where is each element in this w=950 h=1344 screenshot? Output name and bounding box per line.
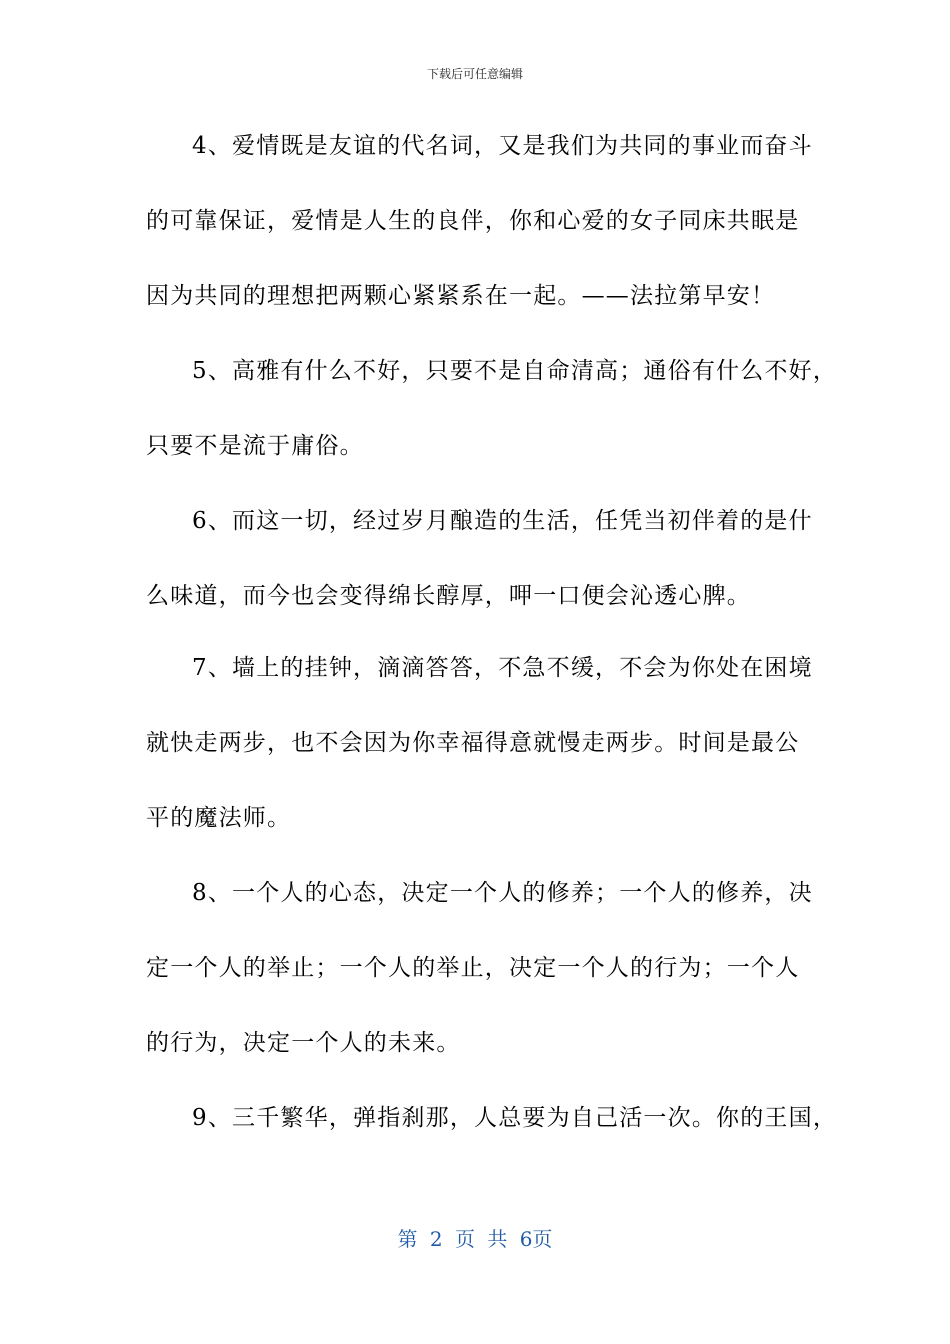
paragraph-7-line-2: 就快走两步，也不会因为你幸福得意就慢走两步。时间是最公 — [146, 730, 800, 756]
paragraph-8-line-2: 定一个人的举止；一个人的举止，决定一个人的行为；一个人 — [146, 955, 800, 981]
paragraph-9-line-1: 9、三千繁华，弹指刹那，人总要为自己活一次。你的王国， — [192, 1105, 838, 1131]
paragraph-4-line-1: 4、爱情既是友谊的代名词，又是我们为共同的事业而奋斗 — [192, 133, 813, 159]
paragraph-8-line-1: 8、一个人的心态，决定一个人的修养；一个人的修养，决 — [192, 880, 813, 906]
paragraph-8-line-3: 的行为，决定一个人的未来。 — [146, 1030, 461, 1056]
page-number: 第 2 页 共 6页 — [397, 1227, 553, 1251]
paragraph-4-line-2: 的可靠保证，爱情是人生的良伴，你和心爱的女子同床共眠是 — [146, 208, 800, 234]
paragraph-7-line-1: 7、墙上的挂钟，滴滴答答，不急不缓，不会为你处在困境 — [192, 655, 813, 681]
paragraph-6-line-1: 6、而这一切，经过岁月酿造的生活，任凭当初伴着的是什 — [192, 508, 813, 534]
header-note: 下载后可任意编辑 — [426, 67, 523, 81]
paragraph-5-line-1: 5、高雅有什么不好，只要不是自命清高；通俗有什么不好， — [192, 358, 838, 384]
paragraph-4-line-3: 因为共同的理想把两颗心紧紧系在一起。——法拉第早安！ — [146, 283, 776, 309]
paragraph-6-line-2: 么味道，而今也会变得绵长醇厚，呷一口便会沁透心脾。 — [146, 583, 751, 609]
paragraph-5-line-2: 只要不是流于庸俗。 — [146, 433, 364, 459]
paragraph-7-line-3: 平的魔法师。 — [146, 805, 292, 831]
